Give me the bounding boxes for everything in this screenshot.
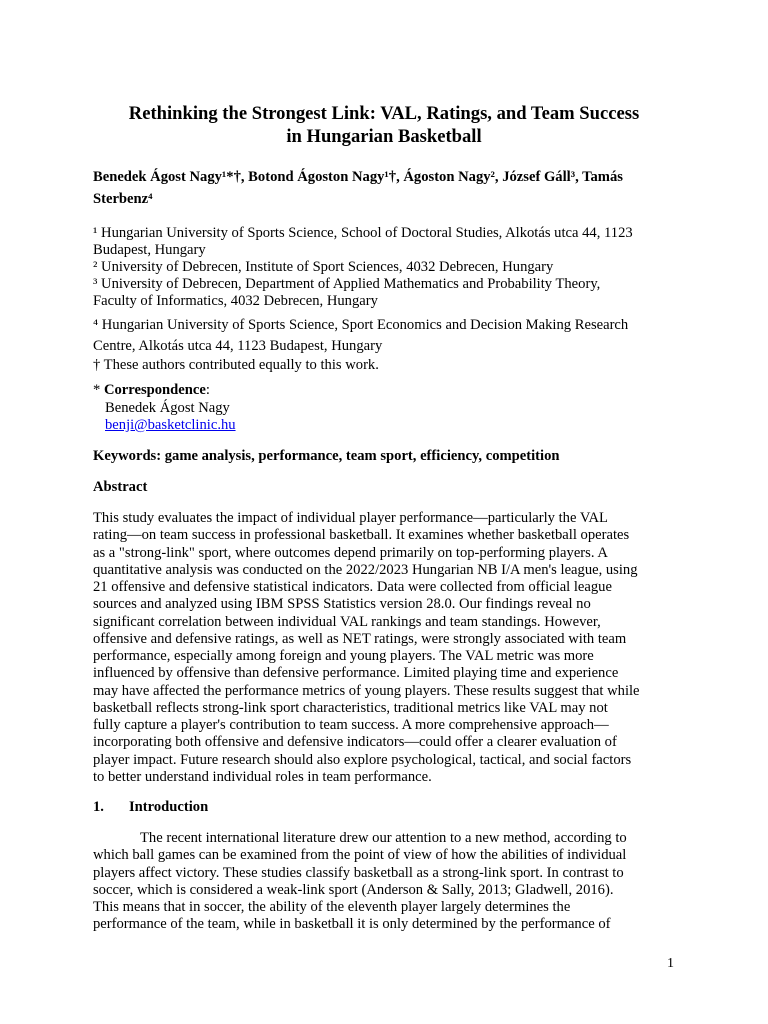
paragraph-line: which ball games can be examined from the point of view of how the abilities of individual xyxy=(93,847,627,864)
author-list-line-1: Benedek Ágost Nagy¹*†, Botond Ágoston Nagy¹†, Ágoston Nagy², József Gáll³, Tamás xyxy=(93,169,623,185)
affiliation-4-line-1: ⁴ Hungarian University of Sports Science, Sport Economics and Decision Making Research xyxy=(93,317,629,333)
affiliation-1-line-2: Budapest, Hungary xyxy=(93,242,206,258)
abstract-line: sources and analyzed using IBM SPSS Statistics version 28.0. Our findings reveal no xyxy=(93,596,591,613)
paragraph-line: performance of the team, while in basketball it is only determined by the performance of xyxy=(93,916,611,933)
correspondence-marker: * xyxy=(93,382,104,398)
abstract-line: fully capture a player's contribution to team success. A more comprehensive approach— xyxy=(93,717,609,733)
correspondence-name: Benedek Ágost Nagy xyxy=(105,399,230,416)
section-title: Introduction xyxy=(129,799,209,815)
abstract-line: influenced by offensive than defensive performance. Limited playing time and experience xyxy=(93,665,619,682)
abstract-line: rating—on team success in professional basketball. It examines whether basketball operates xyxy=(93,527,630,544)
affiliation-4-line-2: Centre, Alkotás utca 44, 1123 Budapest, Hungary xyxy=(93,338,383,354)
introduction-paragraph xyxy=(93,830,675,934)
affiliation-2 xyxy=(93,259,675,276)
paragraph-line: The recent international literature drew our attention to a new method, according to xyxy=(140,830,627,846)
paper-title-line-1: Rethinking the Strongest Link: VAL, Ratings, and Team Success xyxy=(128,103,640,124)
abstract-line: may have affected the performance metrics of young players. These results suggest that while xyxy=(93,682,640,699)
affiliation-3 xyxy=(93,276,675,310)
abstract-line: basketball reflects strong-link sport characteristics, traditional metrics like VAL may not xyxy=(93,699,608,716)
abstract-line: offensive and defensive ratings, as well as NET ratings, were strongly associated with team xyxy=(93,630,627,647)
equal-contribution-note xyxy=(93,357,675,374)
abstract-line: as a "strong-link" sport, where outcomes depend primarily on top-performing players. A xyxy=(93,544,608,561)
abstract-heading: Abstract xyxy=(93,479,148,495)
page-number: 1 xyxy=(667,956,674,971)
paragraph-line: players affect victory. These studies classify basketball as a strong-link sport. In contrast to xyxy=(93,864,624,881)
affiliations xyxy=(93,225,675,374)
abstract-line: to better understand individual roles in team performance. xyxy=(93,768,432,785)
abstract-line: incorporating both offensive and defensive indicators—could offer a clearer evaluation of xyxy=(93,734,617,751)
abstract-body xyxy=(93,510,675,786)
paragraph-line: soccer, which is considered a weak-link sport (Anderson & Sally, 2013; Gladwell, 2016). xyxy=(93,881,614,898)
affiliation-1 xyxy=(93,225,675,259)
abstract-line: player impact. Future research should also explore psychological, tactical, and social factors xyxy=(93,751,632,768)
author-list-line-2: Sterbenz⁴ xyxy=(93,191,153,207)
affiliation-2-text: ² University of Debrecen, Institute of Sport Sciences, 4032 Debrecen, Hungary xyxy=(93,259,554,275)
affiliation-1-line-1: ¹ Hungarian University of Sports Science, School of Doctoral Studies, Alkotás utca 44, 1123 xyxy=(93,225,633,241)
abstract-line: This study evaluates the impact of individual player performance—particularly the VAL xyxy=(93,510,608,526)
section-number: 1. xyxy=(93,799,104,815)
correspondence-block xyxy=(93,382,675,435)
affiliation-4 xyxy=(93,315,675,357)
abstract-line: 21 offensive and defensive statistical indicators. Data were collected from official league xyxy=(93,579,612,595)
paragraph-line: This means that in soccer, the ability of the eleventh player largely determines the xyxy=(93,899,571,915)
author-list xyxy=(93,166,675,210)
affiliation-3-line-2: Faculty of Informatics, 4032 Debrecen, Hungary xyxy=(93,293,378,309)
paper-title-line-2: in Hungarian Basketball xyxy=(286,126,482,147)
correspondence-email-link[interactable]: benji@basketclinic.hu xyxy=(105,417,236,433)
paper-title xyxy=(93,102,675,148)
abstract-line: quantitative analysis was conducted on the 2022/2023 Hungarian NB I/A men's league, using xyxy=(93,561,638,578)
correspondence-colon: : xyxy=(205,382,210,398)
abstract-line: performance, especially among foreign and young players. The VAL metric was more xyxy=(93,648,594,664)
introduction-heading xyxy=(93,799,208,816)
equal-contribution-text: † These authors contributed equally to this work. xyxy=(93,357,379,373)
correspondence-label: Correspondence xyxy=(103,382,206,398)
affiliation-3-line-1: ³ University of Debrecen, Department of Applied Mathematics and Probability Theory, xyxy=(93,276,601,292)
abstract-line: significant correlation between individual VAL rankings and team standings. However, xyxy=(93,613,601,630)
keywords-line: Keywords: game analysis, performance, team sport, efficiency, competition xyxy=(93,448,560,464)
